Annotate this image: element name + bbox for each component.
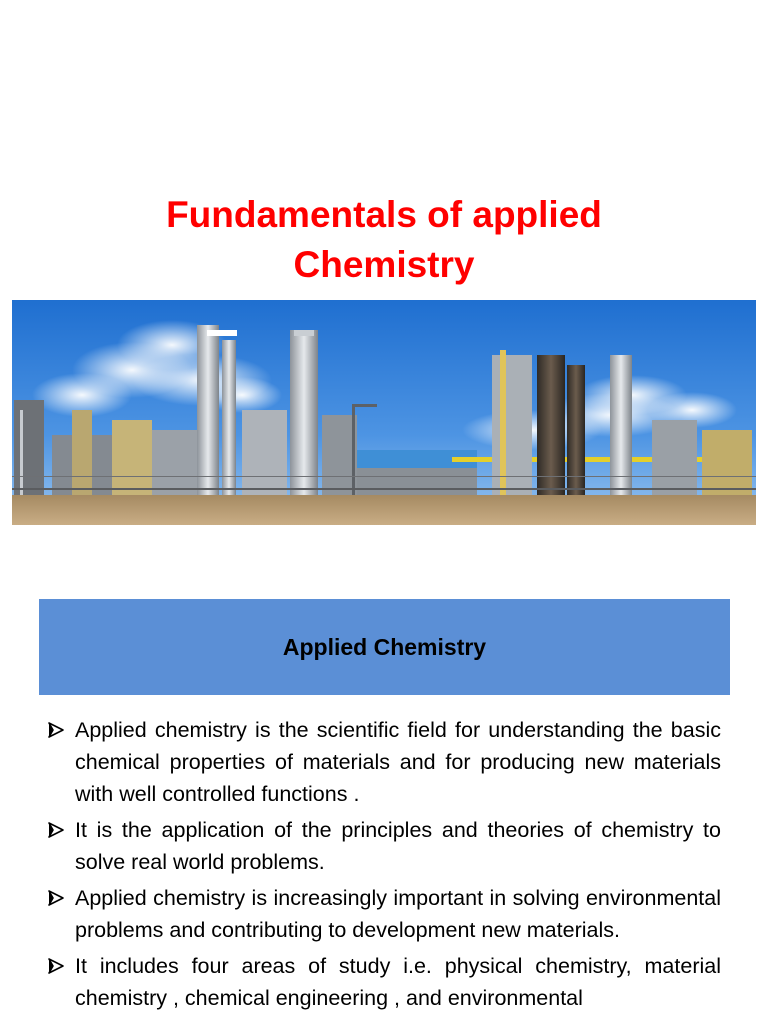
arrow-bullet-icon — [47, 714, 69, 746]
bullet-item — [47, 814, 721, 878]
bullet-item — [47, 714, 721, 810]
bullet-item — [47, 882, 721, 946]
bullet-text: It includes four areas of study i.e. physical chemistry, material chemistry , chemical engineering , and environmental — [75, 954, 721, 1010]
slide-title-line-2: Chemistry — [293, 244, 475, 285]
industrial-plant-photo — [12, 300, 756, 525]
bullet-list — [47, 714, 721, 1018]
slide-title-line-1: Fundamentals of applied — [166, 194, 602, 235]
arrow-bullet-icon — [47, 882, 69, 914]
bullet-item — [47, 950, 721, 1014]
section-banner — [39, 599, 730, 695]
bullet-text: Applied chemistry is increasingly important in solving environmental problems and contributing to development new materials. — [75, 886, 721, 942]
slide-title — [0, 190, 768, 290]
arrow-bullet-icon — [47, 950, 69, 982]
bullet-text: It is the application of the principles and theories of chemistry to solve real world problems. — [75, 818, 721, 874]
bullet-text: Applied chemistry is the scientific field for understanding the basic chemical properties of materials and for producing new materials with well controlled functions . — [75, 718, 721, 806]
section-heading: Applied Chemistry — [282, 633, 487, 660]
arrow-bullet-icon — [47, 814, 69, 846]
